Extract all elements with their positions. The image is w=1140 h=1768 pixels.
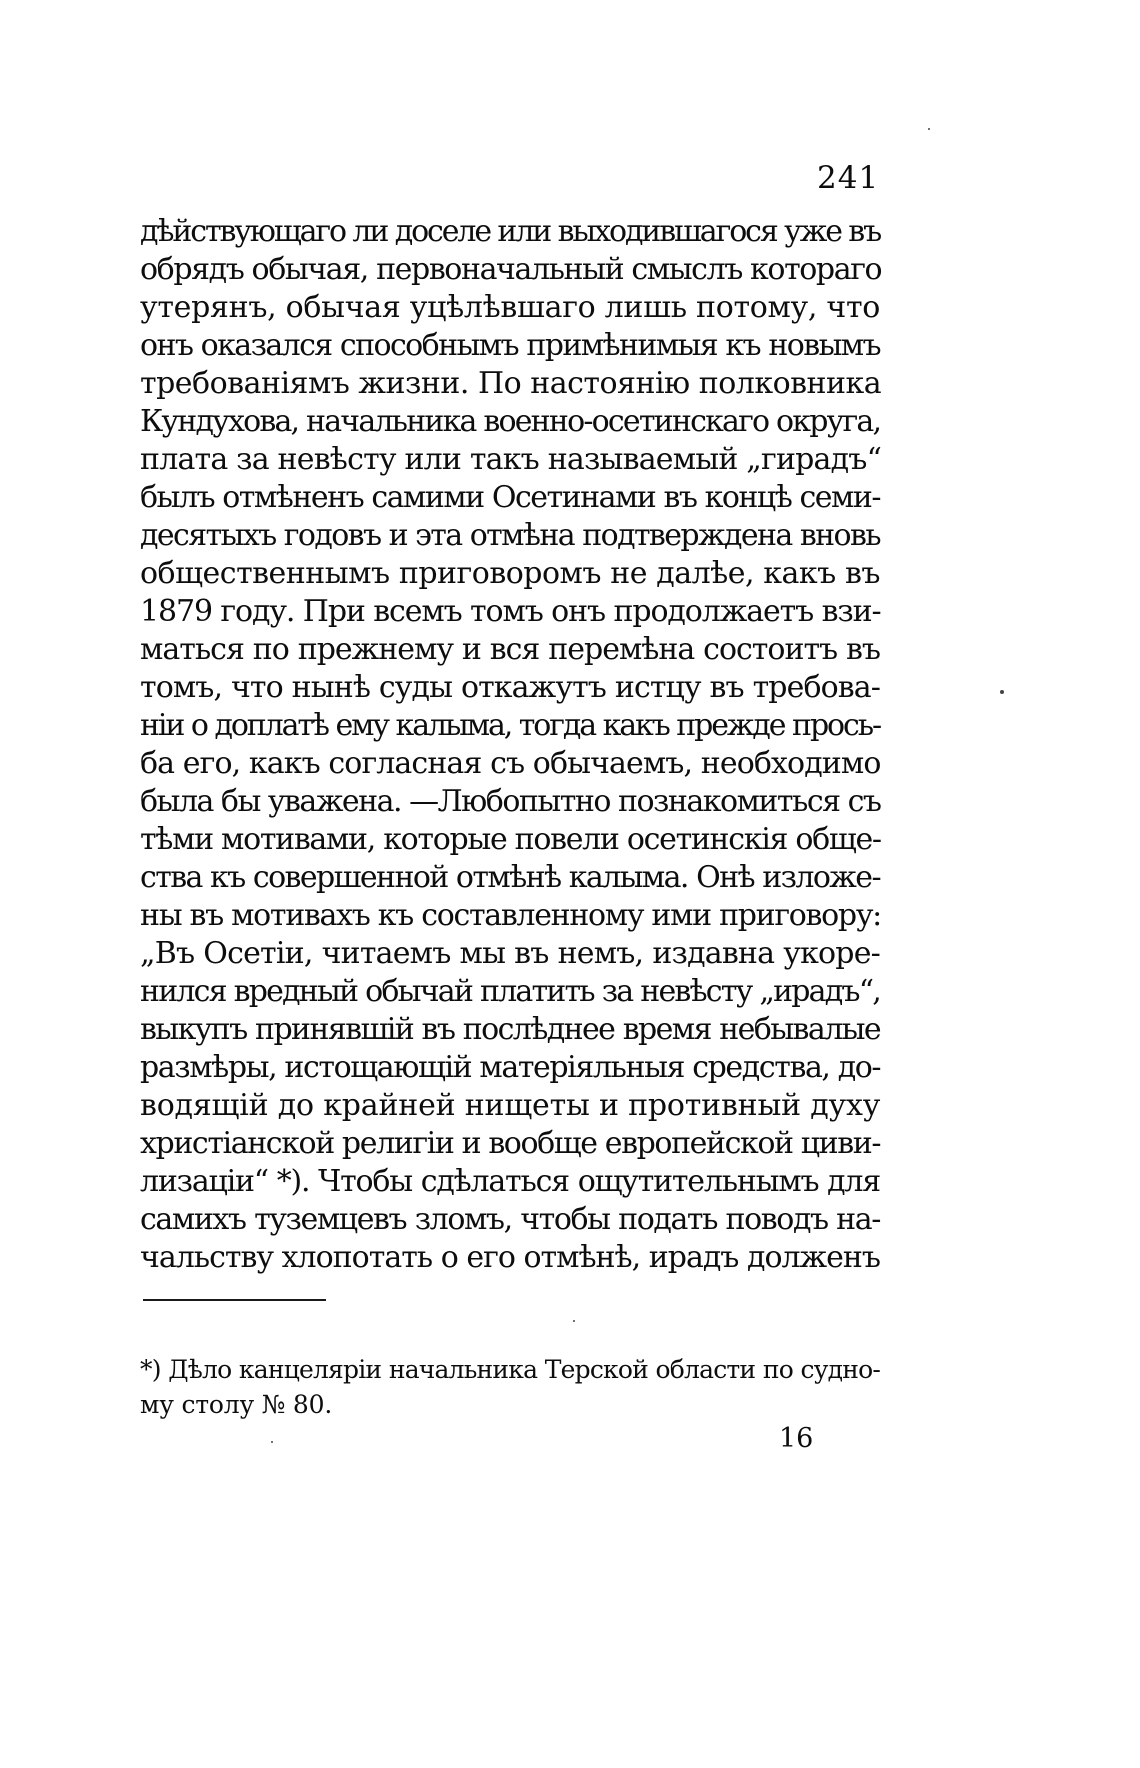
text-line: Кундухова, начальника военно-осетинскаго округа, xyxy=(140,404,881,439)
scan-speck xyxy=(271,1441,273,1443)
scan-speck xyxy=(928,128,930,130)
footnote-line: *) Дѣло канцеляріи начальника Терской области по судно- xyxy=(140,1355,880,1384)
text-line: маться по прежнему и вся перемѣна состоитъ въ xyxy=(140,632,880,667)
text-line: нился вредный обычай платить за невѣсту „ирадъ“, xyxy=(140,974,880,1009)
text-line: былъ отмѣненъ самими Осетинами въ концѣ семи- xyxy=(140,480,880,515)
text-line: водящій до крайней нищеты и противный духу xyxy=(140,1088,881,1123)
text-line: „Въ Осетіи, читаемъ мы въ немъ, издавна укоре- xyxy=(140,936,880,971)
signature-mark: 16 xyxy=(779,1423,814,1454)
footnote-rule xyxy=(143,1299,326,1301)
text-line: выкупъ принявшій въ послѣднее время небывалые xyxy=(140,1012,880,1047)
text-line: была бы уважена. —Любопытно познакомиться съ xyxy=(140,784,881,819)
scan-speck xyxy=(573,1320,575,1322)
text-line: ніи о доплатѣ ему калыма, тогда какъ прежде прось- xyxy=(140,708,880,743)
text-line: самихъ туземцевъ зломъ, чтобы подать поводъ на- xyxy=(140,1202,880,1237)
scan-speck xyxy=(1000,690,1004,694)
text-line: размѣры, истощающій матеріяльныя средства, до- xyxy=(140,1050,881,1085)
text-line: десятыхъ годовъ и эта отмѣна подтверждена вновь xyxy=(140,518,880,553)
text-line: онъ оказался способнымъ примѣнимыя къ новымъ xyxy=(140,328,880,363)
footnote-line: му столу № 80. xyxy=(140,1390,333,1419)
text-line: ны въ мотивахъ къ составленному ими приговору: xyxy=(140,898,881,933)
text-line: чальству хлопотать о его отмѣнѣ, ирадъ долженъ xyxy=(140,1240,880,1275)
text-line: обрядъ обычая, первоначальный смыслъ котораго xyxy=(140,252,882,287)
text-line: тѣми мотивами, которые повели осетинскія обще- xyxy=(140,822,881,857)
text-line: 1879 году. При всемъ томъ онъ продолжаетъ взи- xyxy=(140,594,881,629)
footnote xyxy=(140,1352,880,1422)
text-line: ба его, какъ согласная съ обычаемъ, необходимо xyxy=(140,746,881,781)
text-line: лизаціи“ *). Чтобы сдѣлаться ощутительнымъ для xyxy=(140,1164,880,1199)
text-line: христіанской религіи и вообще европейской циви- xyxy=(140,1126,881,1161)
body-text xyxy=(140,213,880,1277)
text-line: дѣйствующаго ли доселе или выходившагося уже въ xyxy=(140,214,881,249)
text-line: требованіямъ жизни. По настоянію полковника xyxy=(140,366,882,401)
text-line: утерянъ, обычая уцѣлѣвшаго лишь потому, что xyxy=(140,290,880,325)
text-line: общественнымъ приговоромъ не далѣе, какъ въ xyxy=(140,556,880,591)
text-line: томъ, что нынѣ суды откажутъ истцу въ требова- xyxy=(140,670,880,705)
page-number: 241 xyxy=(817,160,880,196)
text-line: ства къ совершенной отмѣнѣ калыма. Онѣ изложе- xyxy=(140,860,880,895)
text-line: плата за невѣсту или такъ называемый „гирадъ“ xyxy=(140,442,882,477)
